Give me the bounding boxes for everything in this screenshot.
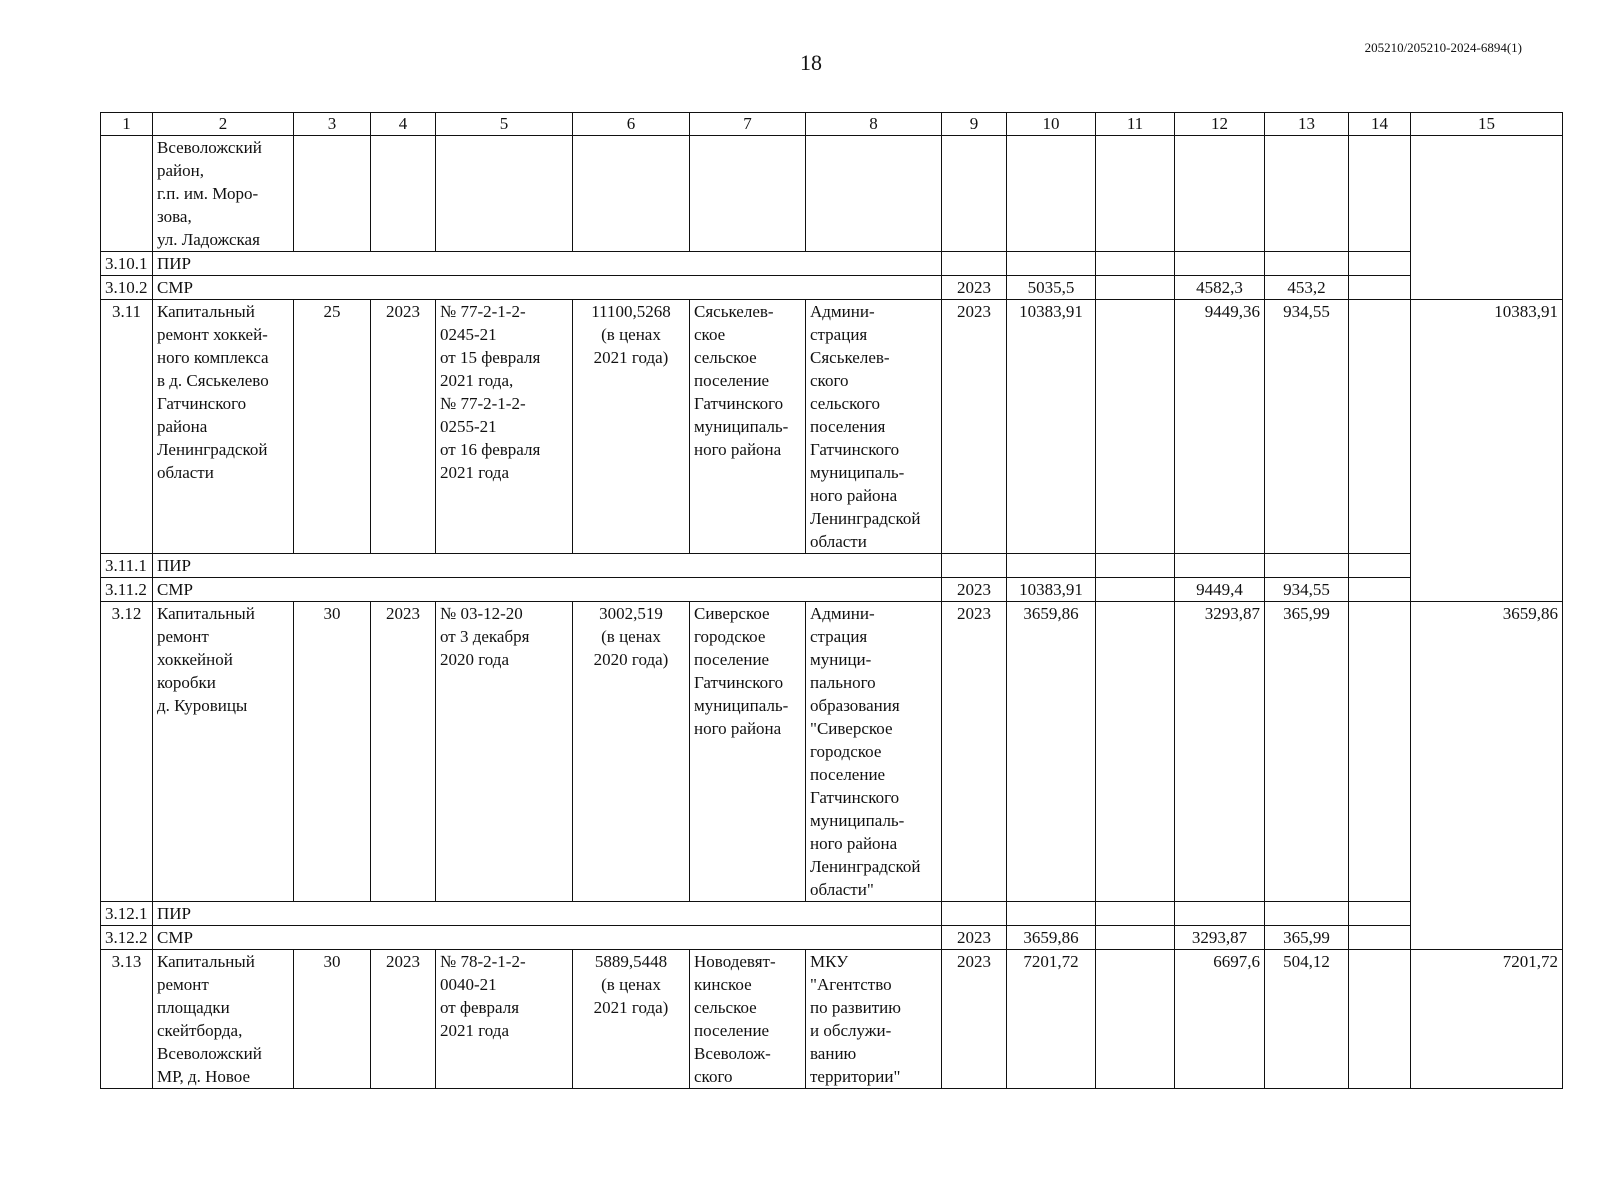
empty-cell: [1096, 276, 1175, 300]
amount-cell: 9449,4: [1175, 578, 1265, 602]
object-name-cell: Капитальный ремонт площадки скейтборда, Всеволожский МР, д. Новое: [153, 950, 294, 1089]
empty-cell: [1349, 252, 1411, 276]
row-number-cell: [101, 136, 153, 252]
estimate-cell: 5889,5448 (в ценах 2021 года): [573, 950, 690, 1089]
empty-cell: [1349, 300, 1411, 554]
empty-cell: [1349, 602, 1411, 902]
amount-cell: 934,55: [1265, 300, 1349, 554]
sub-row-number: 3.10.1: [101, 252, 153, 276]
capacity-cell: 30: [294, 602, 371, 902]
object-name-cell: Всеволожский район, г.п. им. Моро- зова, ул. Ладожская: [153, 136, 294, 252]
expertise-cell: № 78-2-1-2- 0040-21 от февраля 2021 года: [436, 950, 573, 1089]
amount-cell: 3293,87: [1175, 602, 1265, 902]
amount-cell: 9449,36: [1175, 300, 1265, 554]
page-number: 18: [800, 50, 822, 75]
empty-cell: [1096, 950, 1175, 1089]
amount-cell: 3659,86: [1007, 602, 1096, 902]
column-header: 3: [294, 113, 371, 136]
amount-cell: 5035,5: [1007, 276, 1096, 300]
sub-row-label: СМР: [153, 926, 942, 950]
empty-cell: [1096, 926, 1175, 950]
year-cell: [942, 554, 1007, 578]
capacity-cell: 25: [294, 300, 371, 554]
empty-cell: [1349, 554, 1411, 578]
total-cell: 7201,72: [1411, 950, 1563, 1089]
amount-cell: 10383,91: [1007, 578, 1096, 602]
amount-cell: [1265, 554, 1349, 578]
empty-cell: [806, 136, 942, 252]
year-cell: 2023: [942, 926, 1007, 950]
column-header: 14: [1349, 113, 1411, 136]
year-cell: 2023: [942, 578, 1007, 602]
column-header: 2: [153, 113, 294, 136]
year-cell: [942, 252, 1007, 276]
column-header: 1: [101, 113, 153, 136]
amount-cell: 10383,91: [1007, 300, 1096, 554]
empty-cell: [436, 136, 573, 252]
column-header: 5: [436, 113, 573, 136]
year-cell: 2023: [942, 602, 1007, 902]
amount-cell: [1265, 252, 1349, 276]
municipality-cell: Сиверское городское поселение Гатчинского муниципаль- ного района: [690, 602, 806, 902]
sub-row: [101, 902, 1563, 926]
amount-cell: 6697,6: [1175, 950, 1265, 1089]
empty-cell: [1096, 136, 1175, 252]
sub-row-number: 3.12.1: [101, 902, 153, 926]
customer-cell: Админи- страция Сяськелев- ского сельского поселения Гатчинского муниципаль- ного района Ленинградской области: [806, 300, 942, 554]
column-header: 13: [1265, 113, 1349, 136]
amount-cell: [1265, 902, 1349, 926]
empty-cell: [1349, 926, 1411, 950]
amount-cell: [1175, 252, 1265, 276]
capacity-cell: 30: [294, 950, 371, 1089]
amount-cell: 4582,3: [1175, 276, 1265, 300]
empty-cell: [1349, 136, 1411, 252]
object-row: [101, 602, 1563, 902]
year-cell: [942, 902, 1007, 926]
column-header: 15: [1411, 113, 1563, 136]
municipality-cell: Новодевят- кинское сельское поселение Всеволож- ского: [690, 950, 806, 1089]
sub-row: [101, 578, 1563, 602]
municipality-cell: Сяськелев- ское сельское поселение Гатчинского муниципаль- ного района: [690, 300, 806, 554]
empty-cell: [1096, 554, 1175, 578]
year-cell: 2023: [371, 950, 436, 1089]
object-row: [101, 950, 1563, 1089]
empty-cell: [573, 136, 690, 252]
empty-cell: [1349, 950, 1411, 1089]
empty-cell: [1175, 136, 1265, 252]
amount-cell: 453,2: [1265, 276, 1349, 300]
empty-cell: [294, 136, 371, 252]
empty-cell: [1096, 602, 1175, 902]
estimate-cell: 11100,5268 (в ценах 2021 года): [573, 300, 690, 554]
empty-cell: [1265, 136, 1349, 252]
total-cell: [1411, 136, 1563, 300]
sub-row: [101, 554, 1563, 578]
column-header: 11: [1096, 113, 1175, 136]
amount-cell: 934,55: [1265, 578, 1349, 602]
empty-cell: [1007, 136, 1096, 252]
sub-row-number: 3.12.2: [101, 926, 153, 950]
amount-cell: [1175, 554, 1265, 578]
total-cell: 3659,86: [1411, 602, 1563, 950]
amount-cell: [1007, 902, 1096, 926]
customer-cell: Админи- страция муници- пального образования "Сиверское городское поселение Гатчинского муниципаль- ного района Ленинградской области": [806, 602, 942, 902]
amount-cell: 3659,86: [1007, 926, 1096, 950]
sub-row-label: ПИР: [153, 252, 942, 276]
data-table: [100, 112, 1563, 1089]
year-cell: 2023: [942, 950, 1007, 1089]
row-number: 3.12: [101, 602, 153, 902]
column-header: 7: [690, 113, 806, 136]
amount-cell: [1007, 252, 1096, 276]
sub-row-number: 3.10.2: [101, 276, 153, 300]
amount-cell: 504,12: [1265, 950, 1349, 1089]
column-header: 9: [942, 113, 1007, 136]
empty-cell: [1096, 252, 1175, 276]
empty-cell: [942, 136, 1007, 252]
total-cell: 10383,91: [1411, 300, 1563, 602]
column-header: 8: [806, 113, 942, 136]
empty-cell: [1349, 276, 1411, 300]
sub-row-label: СМР: [153, 578, 942, 602]
sub-row-number: 3.11.2: [101, 578, 153, 602]
empty-cell: [1096, 902, 1175, 926]
year-cell: 2023: [371, 602, 436, 902]
amount-cell: [1007, 554, 1096, 578]
amount-cell: 365,99: [1265, 602, 1349, 902]
empty-cell: [1349, 902, 1411, 926]
sub-row-label: ПИР: [153, 554, 942, 578]
amount-cell: 365,99: [1265, 926, 1349, 950]
row-number: 3.11: [101, 300, 153, 554]
amount-cell: 3293,87: [1175, 926, 1265, 950]
amount-cell: 7201,72: [1007, 950, 1096, 1089]
column-header: 4: [371, 113, 436, 136]
header-row: [101, 113, 1563, 136]
year-cell: 2023: [371, 300, 436, 554]
customer-cell: МКУ "Агентство по развитию и обслужи- ванию территории": [806, 950, 942, 1089]
sub-row-number: 3.11.1: [101, 554, 153, 578]
sub-row: [101, 926, 1563, 950]
column-header: 12: [1175, 113, 1265, 136]
object-name-cell: Капитальный ремонт хоккей- ного комплекса в д. Сяськелево Гатчинского района Ленинградской области: [153, 300, 294, 554]
year-cell: 2023: [942, 300, 1007, 554]
column-header: 10: [1007, 113, 1096, 136]
expertise-cell: № 77-2-1-2- 0245-21 от 15 февраля 2021 года, № 77-2-1-2- 0255-21 от 16 февраля 2021 года: [436, 300, 573, 554]
object-name-cell: Капитальный ремонт хоккейной коробки д. Куровицы: [153, 602, 294, 902]
object-row: [101, 300, 1563, 554]
empty-cell: [1349, 578, 1411, 602]
column-header: 6: [573, 113, 690, 136]
amount-cell: [1175, 902, 1265, 926]
document-id: 205210/205210-2024-6894(1): [1364, 40, 1522, 55]
continuation-row: [101, 136, 1563, 252]
sub-row-label: ПИР: [153, 902, 942, 926]
empty-cell: [1096, 300, 1175, 554]
expertise-cell: № 03-12-20 от 3 декабря 2020 года: [436, 602, 573, 902]
estimate-cell: 3002,519 (в ценах 2020 года): [573, 602, 690, 902]
sub-row: [101, 276, 1563, 300]
empty-cell: [1096, 578, 1175, 602]
sub-row: [101, 252, 1563, 276]
empty-cell: [371, 136, 436, 252]
row-number: 3.13: [101, 950, 153, 1089]
empty-cell: [690, 136, 806, 252]
sub-row-label: СМР: [153, 276, 942, 300]
year-cell: 2023: [942, 276, 1007, 300]
